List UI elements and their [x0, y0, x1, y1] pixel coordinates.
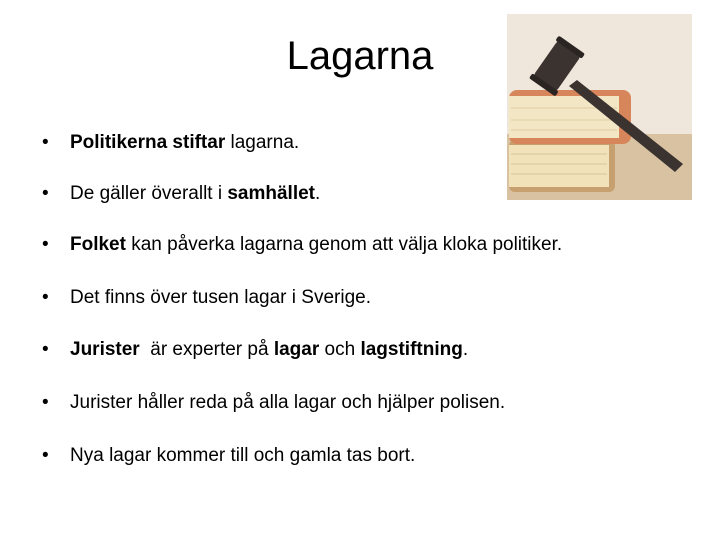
bullet-text: .: [315, 183, 321, 204]
bullet-item: [42, 338, 468, 362]
bullet-dot: •: [42, 339, 49, 360]
lower-book-pages: [509, 145, 609, 187]
bullet-dot: •: [42, 287, 49, 308]
bullet-item: [42, 233, 562, 257]
bullet-text: lagarna.: [225, 132, 300, 153]
bullet-item: [42, 391, 505, 415]
bullet-dot: •: [42, 445, 49, 466]
bullet-text: Jurister håller reda på alla lagar och hjälper polisen.: [70, 392, 506, 413]
bullet-text: är experter på: [139, 339, 274, 360]
bullet-text: lagar: [273, 339, 320, 360]
bullet-dot: •: [42, 183, 49, 204]
bullet-item: [42, 444, 415, 468]
bullet-text: Det finns över tusen lagar i Sverige.: [70, 287, 371, 308]
bullet-item: [42, 182, 320, 206]
bullet-item: [42, 131, 299, 155]
bullet-text: .: [462, 339, 469, 360]
gavel-books-photo: [507, 14, 692, 200]
bullet-dot: •: [42, 234, 49, 255]
slide-title: Lagarna: [286, 34, 434, 78]
bullet-text: lagstiftning: [360, 339, 463, 360]
bullet-item: [42, 286, 371, 310]
bullet-text: De gäller överallt i: [70, 183, 228, 204]
bullet-text: samhället: [227, 183, 315, 204]
bullet-dot: •: [42, 392, 49, 413]
bullet-dot: •: [42, 132, 49, 153]
bullet-text: Jurister: [70, 339, 140, 360]
bullet-text: och: [319, 339, 361, 360]
bullet-text: Nya lagar kommer till och gamla tas bort.: [70, 445, 416, 466]
bullet-text: Politikerna stiftar: [70, 132, 226, 153]
bullet-text: Folket: [70, 234, 126, 255]
bullet-text: kan påverka lagarna genom att välja kloka politiker.: [125, 234, 563, 255]
